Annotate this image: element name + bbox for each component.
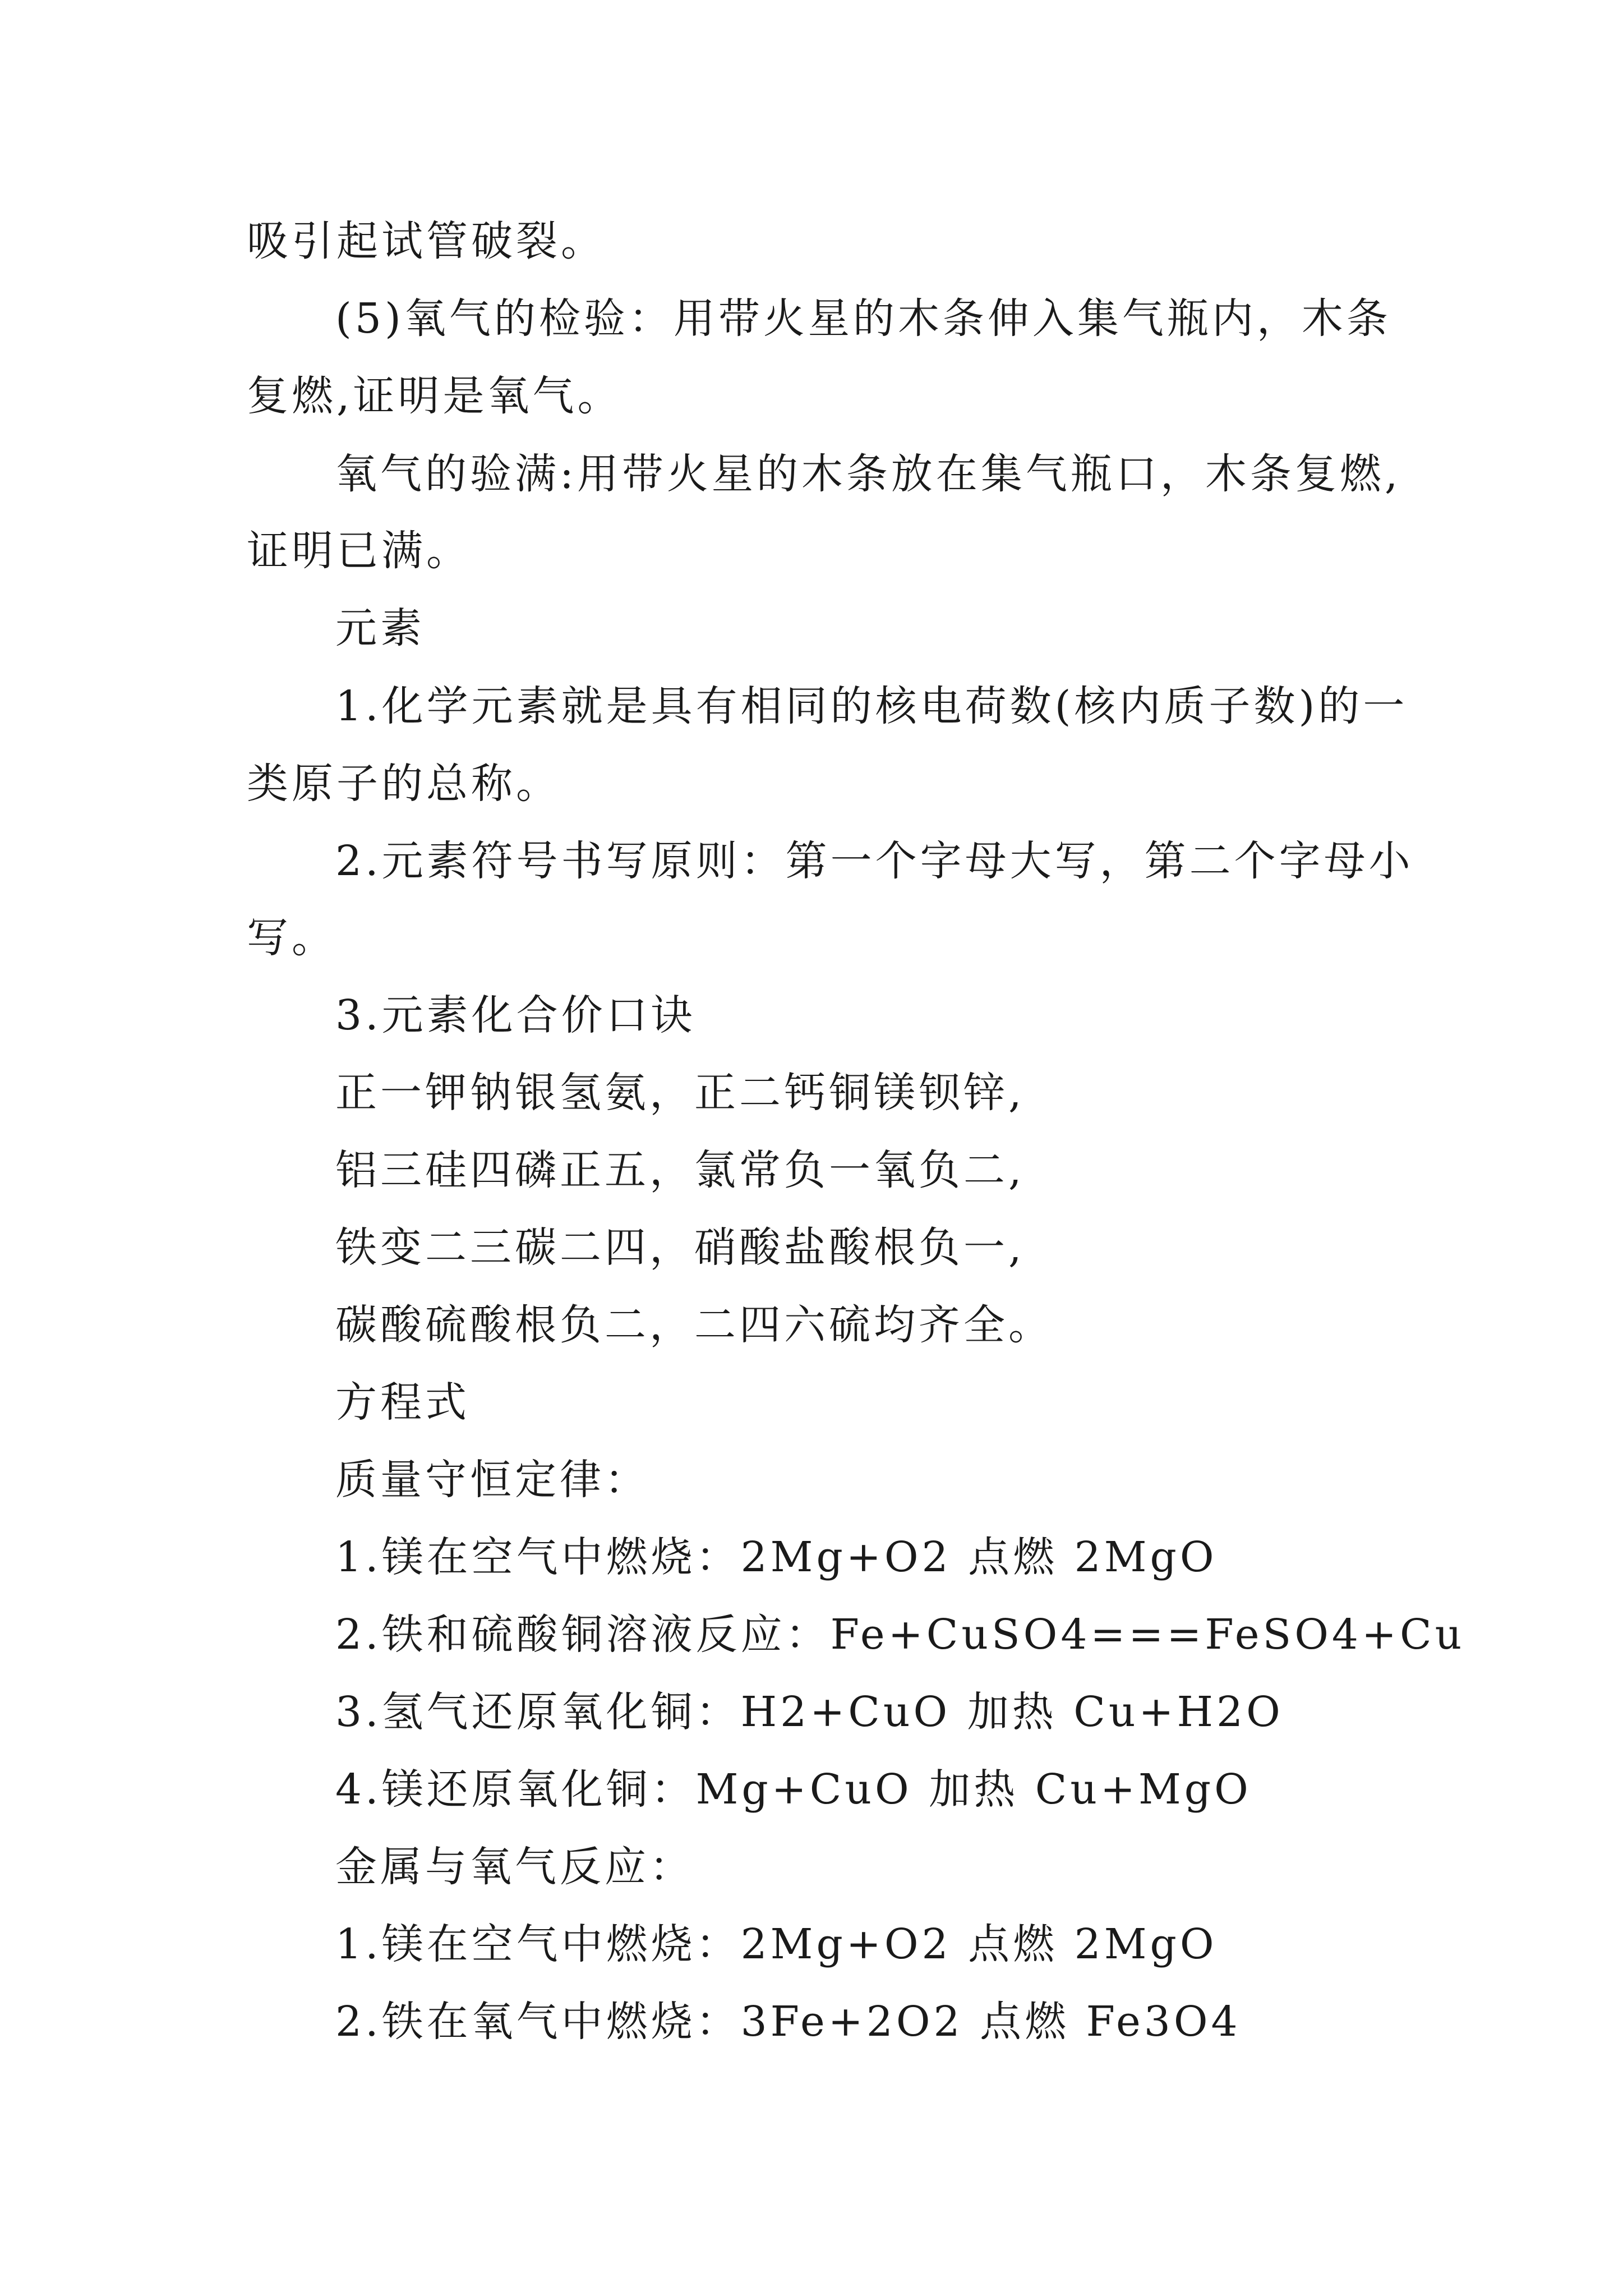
equation-line: 2.铁和硫酸铜溶液反应：Fe+CuSO4===FeSO4+Cu [335,1611,1465,1659]
text-line: 正一钾钠银氢氨，正二钙铜镁钡锌, [335,1069,1025,1117]
text-line: 证明已满。 [247,527,471,575]
text-line: 类原子的总称。 [247,760,561,808]
text-line: 质量守恒定律： [335,1456,649,1504]
text-line: 3.元素化合价口诀 [335,991,696,1039]
text-line: 1.化学元素就是具有相同的核电荷数(核内质子数)的一 [335,682,1408,730]
section-heading: 方程式 [335,1378,470,1427]
equation-line: 4.镁还原氧化铜：Mg+CuO 加热 Cu+MgO [335,1765,1252,1814]
equation-line: 3.氢气还原氧化铜：H2+CuO 加热 Cu+H2O [335,1688,1284,1736]
text-line: 吸引起试管破裂。 [247,217,606,265]
text-line: 碳酸硫酸根负二，二四六硫均齐全。 [335,1301,1053,1349]
text-line: 铁变二三碳二四，硝酸盐酸根负一, [335,1223,1025,1272]
section-heading: 元素 [335,604,425,652]
text-line: 复燃,证明是氧气。 [247,372,623,420]
equation-line: 1.镁在空气中燃烧：2Mg+O2 点燃 2MgO [335,1533,1218,1581]
text-line: 金属与氧气反应： [335,1843,694,1891]
text-line: 2.元素符号书写原则：第一个字母大写，第二个字母小 [335,837,1414,885]
text-line: 氧气的验满:用带火星的木条放在集气瓶口，木条复燃, [335,450,1401,498]
text-line: 写。 [247,914,336,962]
equation-line: 1.镁在空气中燃烧：2Mg+O2 点燃 2MgO [335,1920,1218,1968]
text-line: 铝三硅四磷正五，氯常负一氧负二, [335,1146,1025,1194]
text-line: (5)氧气的检验：用带火星的木条伸入集气瓶内，木条 [335,295,1391,343]
equation-line: 2.铁在氧气中燃烧：3Fe+2O2 点燃 Fe3O4 [335,1998,1241,2046]
